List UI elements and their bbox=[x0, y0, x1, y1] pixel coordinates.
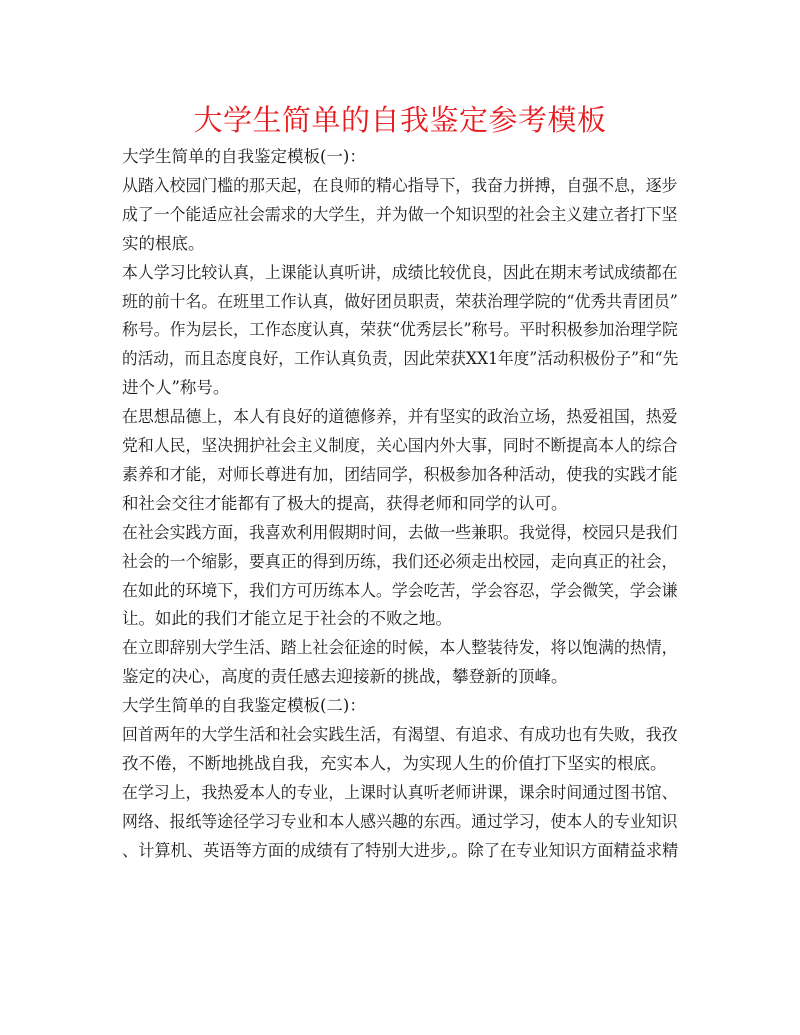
text-line: 鉴定的决心，高度的责任感去迎接新的挑战，攀登新的顶峰。 bbox=[122, 667, 568, 687]
text-line: 回首两年的大学生活和社会实践生活，有渴望、有追求、有成功也有失败，我孜 bbox=[122, 725, 678, 744]
text-line: 本人学习比较认真，上课能认真听讲，成绩比较优良，因此在期末考试成绩都在 bbox=[122, 262, 678, 282]
text-line: 在如此的环境下，我们方可历练本人。学会吃苦，学会容忍，学会微笑，学会谦 bbox=[122, 580, 678, 600]
text-line: 实的根底。 bbox=[122, 233, 205, 253]
text-line: 成了一个能适应社会需求的大学生，并为做一个知识型的社会主义建立者打下坚 bbox=[122, 204, 678, 224]
text-line: 让。如此的我们才能立足于社会的不败之地。 bbox=[122, 609, 452, 629]
text-line: 素养和才能，对师长尊进有加，团结同学，积极参加各种活动，使我的实践才能 bbox=[122, 464, 678, 484]
text-line: 网络、报纸等途径学习专业和本人感兴趣的东西。通过学习，使本人的专业知识 bbox=[122, 811, 678, 831]
text-line: 在社会实践方面，我喜欢利用假期时间，去做一些兼职。我觉得，校园只是我们 bbox=[122, 522, 678, 542]
text-line: 社会的一个缩影，要真正的得到历练，我们还必须走出校园，走向真正的社会， bbox=[122, 551, 678, 571]
document-title: 大学生简单的自我鉴定参考模板 bbox=[193, 103, 607, 137]
text-line: 称号。作为层长，工作态度认真，荣获“优秀层长”称号。平时积极参加治理学院 bbox=[122, 320, 678, 340]
text-line: 在立即辞别大学生活、踏上社会征途的时候，本人整装待发，将以饱满的热情， bbox=[122, 638, 678, 658]
text-line: 进个人”称号。 bbox=[122, 378, 230, 398]
text-line: 在思想品德上，本人有良好的道德修养，并有坚实的政治立场，热爱祖国，热爱 bbox=[122, 407, 678, 427]
text-line: 从踏入校园门槛的那天起，在良师的精心指导下，我奋力拼搏，自强不息，逐步 bbox=[122, 175, 678, 195]
text-line: 、计算机、英语等方面的成绩有了特别大进步,。除了在专业知识方面精益求精 bbox=[122, 840, 679, 860]
text-line: 的活动，而且态度良好，工作认真负责，因此荣获XX1年度”活动积极份子”和“先 bbox=[122, 349, 679, 369]
text-line: 大学生简单的自我鉴定模板(一)： bbox=[122, 147, 366, 166]
text-line: 孜不倦，不断地挑战自我，充实本人，为实现人生的价值打下坚实的根底。 bbox=[122, 753, 667, 773]
text-line: 大学生简单的自我鉴定模板(二)： bbox=[122, 696, 366, 716]
text-line: 班的前十名。在班里工作认真，做好团员职责，荣获治理学院的“优秀共青团员” bbox=[122, 291, 678, 311]
text-line: 党和人民，坚决拥护社会主义制度，关心国内外大事，同时不断提高本人的综合 bbox=[122, 436, 678, 455]
text-line: 在学习上，我热爱本人的专业，上课时认真听老师讲课，课余时间通过图书馆、 bbox=[122, 782, 678, 802]
text-line: 和社会交往才能都有了极大的提高，获得老师和同学的认可。 bbox=[122, 493, 568, 513]
